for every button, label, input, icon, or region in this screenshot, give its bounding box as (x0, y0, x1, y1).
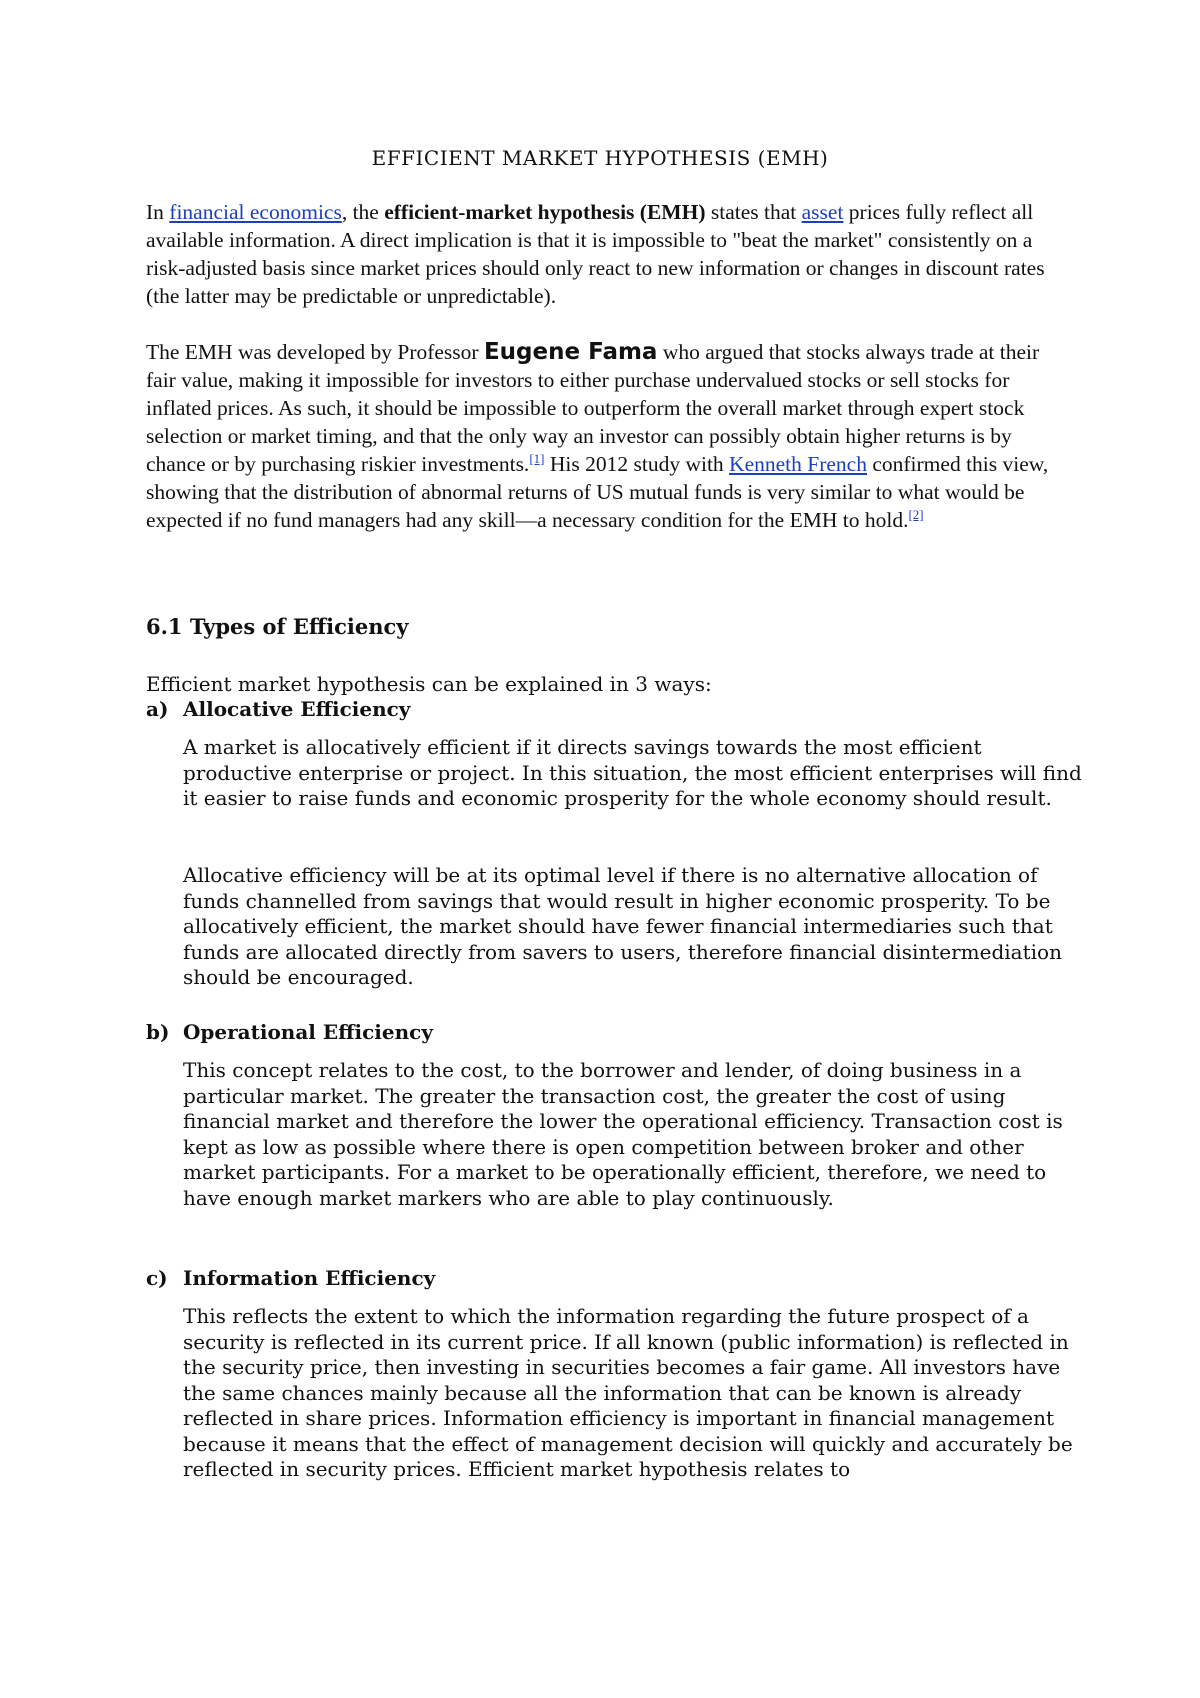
reference-2-link[interactable]: [2] (908, 507, 924, 522)
section-intro: Efficient market hypothesis can be explained in 3 ways: (146, 672, 712, 696)
emh-definition-paragraph (146, 198, 1066, 310)
item-title: Operational Efficiency (183, 1020, 433, 1044)
text-run: states that (705, 200, 802, 224)
fama-paragraph (146, 338, 1066, 534)
operational-paragraph: This concept relates to the cost, to the borrower and lender, of doing business in a particular market. The greater the transaction cost, the greater the cost of using financial market and therefore the lower the operational efficiency. Transaction cost is kept as low as possible where there is open competition between broker and other market participants. For a market to be operationally efficient, therefore, we need to have enough market markers who are able to play continuously. (183, 1058, 1063, 1210)
document-title: EFFICIENT MARKET HYPOTHESIS (EMH) (371, 146, 829, 170)
reference-2 (908, 507, 923, 522)
asset-link[interactable]: asset (801, 200, 844, 224)
information-paragraph: This reflects the extent to which the information regarding the future prospect of a security is reflected in its current price. If all known (public information) is reflected in the security price, then investing in securities becomes a fair game. All investors have the same chances mainly because all the information that can be known is already reflected in share prices. Information efficiency is important in financial management because it means that the effect of management decision will quickly and accurately be reflected in security prices. Efficient market hypothesis relates to (183, 1304, 1073, 1481)
text-run: The EMH was developed by Professor (146, 340, 484, 364)
text-run: , the (341, 200, 385, 224)
item-letter: a) (146, 697, 169, 721)
section-heading: 6.1 Types of Efficiency (146, 614, 409, 639)
financial-economics-link[interactable]: financial economics (169, 200, 342, 224)
information-heading (146, 1266, 435, 1290)
text-run: confirmed this view, showing that the distribution of abnormal returns of US mutual funds is very similar to what would be expected if no fund managers had any skill—a necessary condition for the EMH to hold. (146, 452, 1049, 532)
item-letter: b) (146, 1020, 170, 1044)
reference-1 (529, 451, 544, 466)
operational-heading (146, 1020, 433, 1044)
reference-1-link[interactable]: [1] (529, 451, 545, 466)
item-title: Allocative Efficiency (183, 697, 411, 721)
item-letter: c) (146, 1266, 168, 1290)
text-run: prices fully reflect all available information. A direct implication is that it is impossible to "beat the market" consistently on a risk-adjusted basis since market prices should only react to new information or changes in discount rates (the latter may be predictable or unpredictable). (146, 200, 1045, 308)
text-run: who argued that stocks always trade at their fair value, making it impossible for investors to either purchase undervalued stocks or sell stocks for inflated prices. As such, it should be impossible to outperform the overall market through expert stock selection or market timing, and that the only way an investor can possibly obtain higher returns is by chance or by purchasing riskier investments. (146, 340, 1040, 476)
item-title: Information Efficiency (183, 1266, 436, 1290)
eugene-fama-name: Eugene Fama (483, 339, 658, 365)
kenneth-french-link[interactable]: Kenneth French (729, 452, 867, 476)
allocative-paragraph-1: A market is allocatively efficient if it directs savings towards the most efficient productive enterprise or project. In this situation, the most efficient enterprises will find it easier to raise funds and economic prosperity for the whole economy should result. (183, 735, 1082, 810)
emh-term: efficient-market hypothesis (EMH) (384, 200, 706, 224)
text-run: In (146, 200, 170, 224)
allocative-heading (146, 697, 410, 721)
text-run: His 2012 study with (544, 452, 730, 476)
allocative-paragraph-2: Allocative efficiency will be at its optimal level if there is no alternative allocation of funds channelled from savings that would result in higher economic prosperity. To be allocatively efficient, the market should have fewer financial intermediaries such that funds are allocated directly from savers to users, therefore financial disintermediation should be encouraged. (183, 863, 1062, 989)
